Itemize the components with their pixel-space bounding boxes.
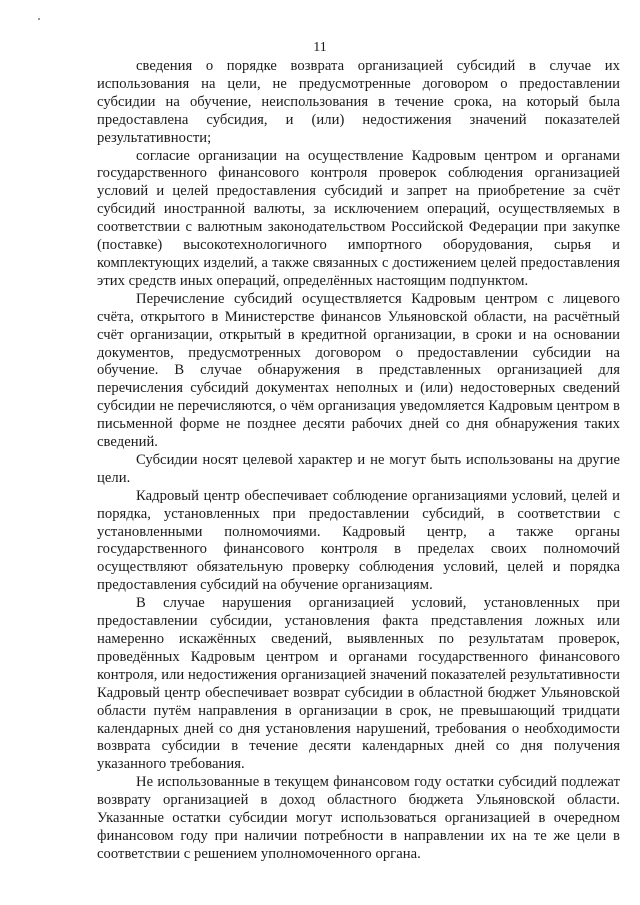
paragraph-unused-balances: Не использованные в текущем финансовом году остатки субсидий подлежат возврату организацией в доход областного бюджета Ульяновской области. Указанные остатки субсидии могут использоваться организацией в очередном финансовом году при наличии потребности в направлении их на те же цели в соответствии с решением уполномоченного органа. <box>97 774 620 862</box>
document-body <box>97 58 620 864</box>
paragraph-violation-refund: В случае нарушения организацией условий, установленных при предоставлении субсидии, установления факта представления ложных или намеренно искажённых сведений, выявленных по результатам проверок, проведённых Кадровым центром и органами государственного финансового контроля, или недостижения организацией значений показателей результативности Кадровый центр обеспечивает возврат субсидии в областной бюджет Ульяновской области путём направления в организации в срок, не превышающий тридцати календарных дней со дня установления нарушений, требования о необходимости возврата субсидии в течение десяти календарных дней со дня получения указанного требования. <box>97 595 620 773</box>
paragraph-transfer-of-subsidies: Перечисление субсидий осуществляется Кадровым центром с лицевого счёта, открытого в Министерстве финансов Ульяновской области, на расчётный счёт организации, открытый в кредитной организации, в сроки и на основании документов, предусмотренных договором о предоставлении субсидии на обучение. В случае обнаружения в представленных организацией для перечисления субсидий документах неполных и (или) недостоверных сведений субсидии не перечисляются, о чём организация уведомляется Кадровым центром в письменной форме не позднее десяти рабочих дней со дня обнаружения таких сведений. <box>97 290 620 451</box>
paragraph-targeted-nature: Субсидии носят целевой характер и не могут быть использованы на другие цели. <box>97 451 620 486</box>
scan-speck <box>38 18 40 20</box>
paragraph-compliance-control: Кадровый центр обеспечивает соблюдение организациями условий, целей и порядка, установленных при предоставлении субсидий, в соответствии с установленными полномочиями. Кадровый центр, а также органы государственного финансового контроля в пределах своих полномочий осуществляют обязательную проверку соблюдения условий, целей и порядка предоставления субсидий на обучение организациям. <box>97 487 620 594</box>
page-number: 11 <box>313 40 327 55</box>
paragraph-inspection-consent: согласие организации на осуществление Кадровым центром и органами государственного финансового контроля проверок соблюдения организацией условий и целей предоставления субсидий и запрет на приобретение за счёт субсидий иностранной валюты, за исключением операций, осуществляемых в соответствии с валютным законодательством Российской Федерации при закупке (поставке) высокотехнологичного импортного оборудования, сырья и комплектующих изделий, а также связанных с достижением целей предоставления этих средств иных операций, определённых настоящим подпунктом. <box>97 147 620 289</box>
paragraph-refund-info: сведения о порядке возврата организацией субсидий в случае их использования на цели, не предусмотренные договором о предоставлении субсидии на обучение, неиспользования в течение срока, на который была предоставлена субсидия, и (или) недостижения значений показателей результативности; <box>97 58 620 146</box>
